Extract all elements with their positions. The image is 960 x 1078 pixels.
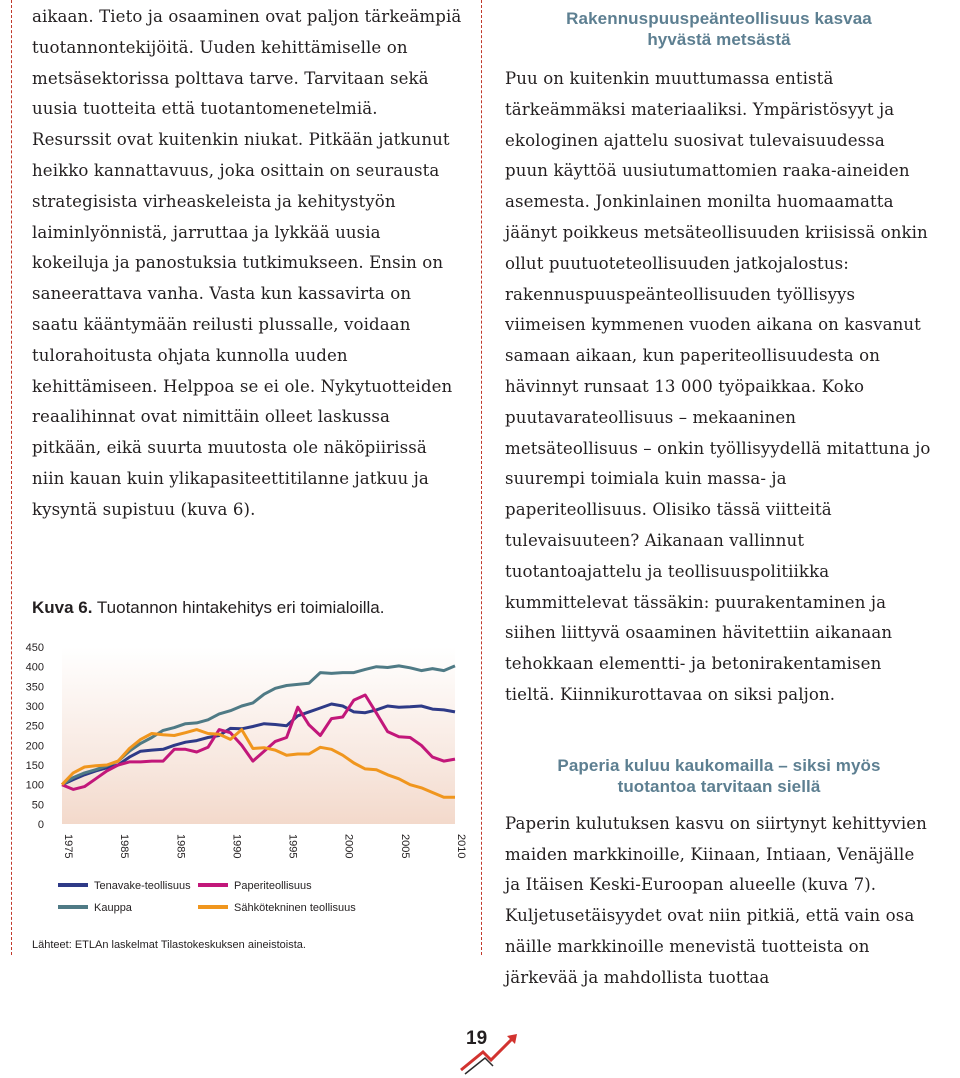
y-axis-ticks <box>26 642 44 831</box>
y-tick-label: 450 <box>25 642 44 654</box>
x-tick-label: 2005 <box>398 834 411 859</box>
x-tick-label: 1995 <box>286 834 299 859</box>
section-heading-2-line2: tuotantoa tarvitaan siellä <box>617 776 821 796</box>
x-tick-label: 1985 <box>174 834 187 859</box>
left-dashed-rule <box>11 0 12 955</box>
y-tick-label: 300 <box>25 701 44 713</box>
figure-source: Lähteet: ETLAn laskelmat Tilastokeskuksen aineistoista. <box>32 939 306 951</box>
y-tick-label: 200 <box>25 740 44 753</box>
x-tick-label: 2010 <box>455 834 467 859</box>
right-column <box>505 0 933 994</box>
legend-label: Paperiteollisuus <box>234 880 312 892</box>
x-axis-ticks <box>62 834 467 858</box>
x-tick-label: 2000 <box>342 834 355 859</box>
y-tick-label: 150 <box>25 760 44 772</box>
figure-caption <box>32 598 385 618</box>
figure-caption-text: Tuotannon hintakehitys eri toimialoilla. <box>96 598 385 617</box>
section-heading-1-line1: Rakennuspuuspeänteollisuus kasvaa <box>566 9 872 28</box>
figure-label: Kuva 6. <box>32 598 93 617</box>
x-tick-label: 1990 <box>230 834 243 859</box>
right-text-2: Paperin kulutuksen kasvu on siirtynyt kehittyvien maiden markkinoille, Kiinaan, Intiaan, Venäjälle ja Itäisen Keski-Euroopan alueelle (kuva 7). Kuljetusetäisyydet ovat niin pitkiä, että vain osa näille markkinoille menevistä tuotteista on järkevää ja mahdollista tuottaa <box>505 813 927 987</box>
legend-label: Sähkötekninen teollisuus <box>234 902 356 914</box>
y-tick-label: 400 <box>25 661 44 674</box>
right-text-1: Puu on kuitenkin muuttumassa entistä tärkeämmäksi materiaaliksi. Ympäristösyyt ja ekologinen ajattelu suosivat tulevaisuudessa puun käyttöä uusiutumattomien raaka-aineiden asemesta. Jonkinlainen monilta huomaamatta jäänyt poikkeus metsäteollisuuden kriisissä onkin ollut puutuoteteollisuuden jatkojalostus: rakennuspuuspeänteollisuuden työllisyys viimeisen kymmenen vuoden aikana on kasvanut samaan aikaan, kun paperiteollisuudesta on hävinnyt runsaat 13 000 työpaikkaa. Koko puutavarateollisuus – mekaaninen metsäteollisuus – onkin työllisyydellä mitattuna jo suurempi toimiala kuin massa- ja paperiteollisuus. Olisiko tässä viitteitä tulevaisuuteen? Aikanaan vallinnut tuotantoajattelu ja teollisuuspolitiikka kummittelevat tässäkin: puurakentaminen ja siihen liittyvä osaaminen hävitettiin aikanaan tehokkaan elementti- ja betonirakentamisen tieltä. Kiinnikurottavaa on siksi paljon. <box>505 69 931 704</box>
y-tick-label: 350 <box>25 681 44 694</box>
line-chart <box>22 632 467 932</box>
page-number: 19 <box>466 1028 488 1049</box>
middle-dashed-rule <box>481 0 482 955</box>
y-tick-label: 0 <box>37 819 44 831</box>
legend <box>58 880 356 914</box>
y-tick-label: 100 <box>25 779 44 792</box>
section-heading-1-line2: hyvästä metsästä <box>647 30 791 49</box>
legend-label: Kauppa <box>94 902 132 914</box>
section-heading-2-line1: Paperia kuluu kaukomailla – siksi myös <box>557 755 881 775</box>
section-heading-1 <box>505 8 933 50</box>
left-column-text: aikaan. Tieto ja osaaminen ovat paljon tärkeämpiä tuotannontekijöitä. Uuden kehittämiselle on metsäsektorissa polttava tarve. Tarvitaan sekä uusia tuotteita että tuotantomenetelmiä. Resurssit ovat kuitenkin niukat. Pitkään jatkunut heikko kannattavuus, joka osittain on seurausta strategisista virheaskeleista ja kehitystyön laiminlyönnistä, jarruttaa ja lykkää uusia kokeiluja ja panostuksia tutkimukseen. Ensin on saneerattava vanha. Vasta kun kassavirta on saatu kääntymään reilusti plussalle, voidaan tulorahoitusta ohjata kunnolla uuden kehittämiseen. Helppoa se ei ole. Nykytuotteiden reaalihinnat ovat nimittäin olleet laskussa pitkään, eikä suurta muutosta ole näköpiirissä niin kauan kuin ylikapasiteettitilanne jatkuu ja kysyntä supistuu (kuva 6). <box>32 7 462 519</box>
x-tick-label: 1975 <box>62 834 74 859</box>
y-tick-label: 250 <box>25 720 44 733</box>
section-heading-2 <box>505 755 933 797</box>
x-tick-label: 1985 <box>118 834 131 859</box>
y-tick-label: 50 <box>31 799 44 812</box>
legend-label: Tenavake-teollisuus <box>94 880 191 892</box>
